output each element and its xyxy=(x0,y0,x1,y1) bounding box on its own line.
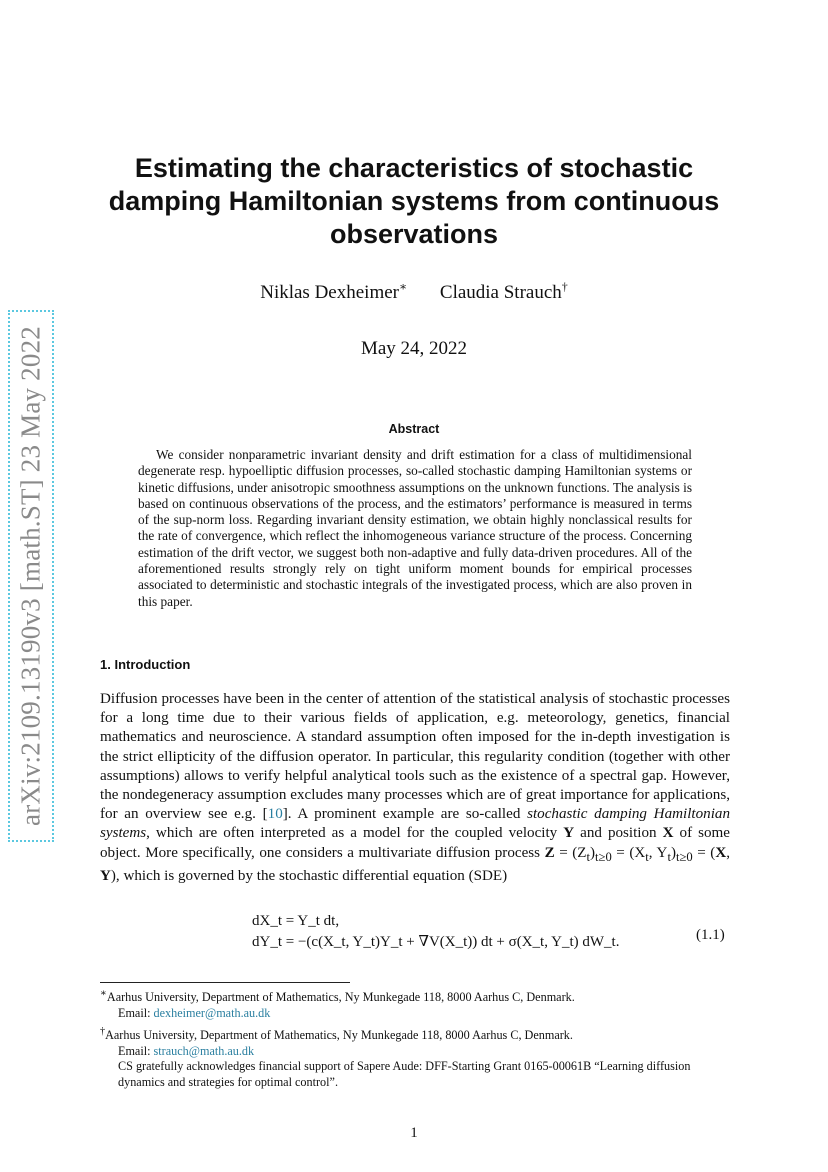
footnote-affiliation: Aarhus University, Department of Mathematics, Ny Munkegade 118, 8000 Aarhus C, Denmark. xyxy=(106,990,575,1005)
footnotes xyxy=(100,986,730,1093)
author-2 xyxy=(440,282,568,303)
abstract-text: We consider nonparametric invariant density and drift estimation for a class of multidimensional degenerate resp. hypoelliptic diffusion processes, so-called stochastic damping Hamiltonian systems or kinetic diffusions, under anisotropic smoothness assumptions on the unknown functions. The analysis is based on continuous observations of the process, and the estimators’ performance is measured in terms of the sup-norm loss. Regarding invariant density estimation, we obtain highly nonclassical results for the rate of convergence, which reflect the inhomogeneous variance structure of the process. Concerning estimation of the drift vector, we suggest both non-adaptive and fully data-driven procedures. All of the aforementioned results strongly rely on tight uniform moment bounds for empirical processes associated to deterministic and stochastic integrals of the investigated process, which are also proven in this paper. xyxy=(138,447,692,609)
math-symbol: X xyxy=(662,825,674,842)
footnote-2 xyxy=(100,1024,730,1090)
text-run: and position xyxy=(574,825,663,842)
math-text: , xyxy=(726,844,730,861)
equation-line-2: dY_t = −(c(X_t, Y_t)Y_t + ∇V(X_t)) dt + σ(X_t, Y_t) dW_t. xyxy=(252,934,620,950)
funding-acknowledgement: CS gratefully acknowledges financial support of Sapere Aude: DFF-Starting Grant 0165-00061B “Learning diffusion dynamics and strategies for optimal control”. xyxy=(118,1059,691,1089)
math-subscript: t≥0 xyxy=(675,849,693,864)
equation-block xyxy=(252,911,619,953)
text-run: Diffusion processes have been in the center of attention of the statistical analysis of stochastic processes for a long time due to their various fields of application, e.g. meteorology, genetics, financial mathematics and neuroscience. A standard assumption often imposed for the in-depth investigation is the strict ellipticity of the diffusion operator. In particular, this regularity condition (together with other assumptions) allows to verify helpful analytical tools such as the existence of a spectral gap. However, the nondegeneracy assumption excludes many processes which are of great importance for applications, for an overview see e.g. [ xyxy=(100,691,730,823)
equation-line-1: dX_t = Y_t dt, xyxy=(252,913,340,929)
email-link[interactable]: strauch@math.au.dk xyxy=(153,1043,255,1058)
paper-date: May 24, 2022 xyxy=(360,338,468,359)
email-label: Email: xyxy=(118,1043,154,1058)
math-subscript: t xyxy=(586,849,591,864)
footnote-mark: ∗ xyxy=(100,988,107,999)
author-name: Niklas Dexheimer xyxy=(260,282,399,304)
email-label: Email: xyxy=(118,1005,154,1020)
paper-title: Estimating the characteristics of stochastic damping Hamiltonian systems from continuous observations xyxy=(108,153,720,249)
math-subscript: t xyxy=(645,849,649,864)
text-run: , which are often interpreted as a model for the coupled velocity xyxy=(146,825,564,842)
text-run: ]. A prominent example are so-called xyxy=(282,806,528,823)
footnote-affiliation: Aarhus University, Department of Mathematics, Ny Munkegade 118, 8000 Aarhus C, Denmark. xyxy=(105,1028,573,1043)
text-run: of some object. More specifically, one considers a multivariate diffusion process xyxy=(100,825,730,861)
math-text: ) xyxy=(670,844,676,861)
author-1 xyxy=(260,282,407,303)
footnote-mark: † xyxy=(100,1026,106,1038)
math-text: = (X xyxy=(611,844,646,861)
equation-number: (1.1) xyxy=(696,927,725,943)
abstract-heading: Abstract xyxy=(388,422,440,436)
citation-link[interactable]: 10 xyxy=(267,806,283,823)
math-symbol: Y xyxy=(563,825,575,842)
footnote-divider xyxy=(100,982,350,983)
footnote-1 xyxy=(100,986,730,1021)
author-list xyxy=(100,280,728,304)
math-text: = (Z xyxy=(554,844,587,861)
email-link[interactable]: dexheimer@math.au.dk xyxy=(153,1005,271,1020)
math-symbol: X xyxy=(715,844,727,861)
emphasis-text: stochastic damping Hamiltonian systems xyxy=(100,806,730,842)
author-mark: ∗ xyxy=(398,280,408,294)
introduction-paragraph xyxy=(100,690,730,886)
math-text: , Y xyxy=(648,844,668,861)
page-number: 1 xyxy=(410,1125,418,1141)
math-text: ) xyxy=(590,844,596,861)
author-mark: † xyxy=(561,280,568,294)
math-subscript: t xyxy=(667,849,671,864)
math-symbol: Y xyxy=(100,867,111,884)
author-name: Claudia Strauch xyxy=(439,282,562,304)
math-symbol: Z xyxy=(544,844,555,861)
text-run: ), which is governed by the stochastic differential equation (SDE) xyxy=(110,867,508,884)
section-heading-introduction: 1. Introduction xyxy=(100,657,191,672)
math-text: = ( xyxy=(692,844,716,861)
arxiv-identifier: arXiv:2109.13190v3 [math.ST] 23 May 2022 xyxy=(15,326,46,826)
math-subscript: t≥0 xyxy=(595,849,612,864)
